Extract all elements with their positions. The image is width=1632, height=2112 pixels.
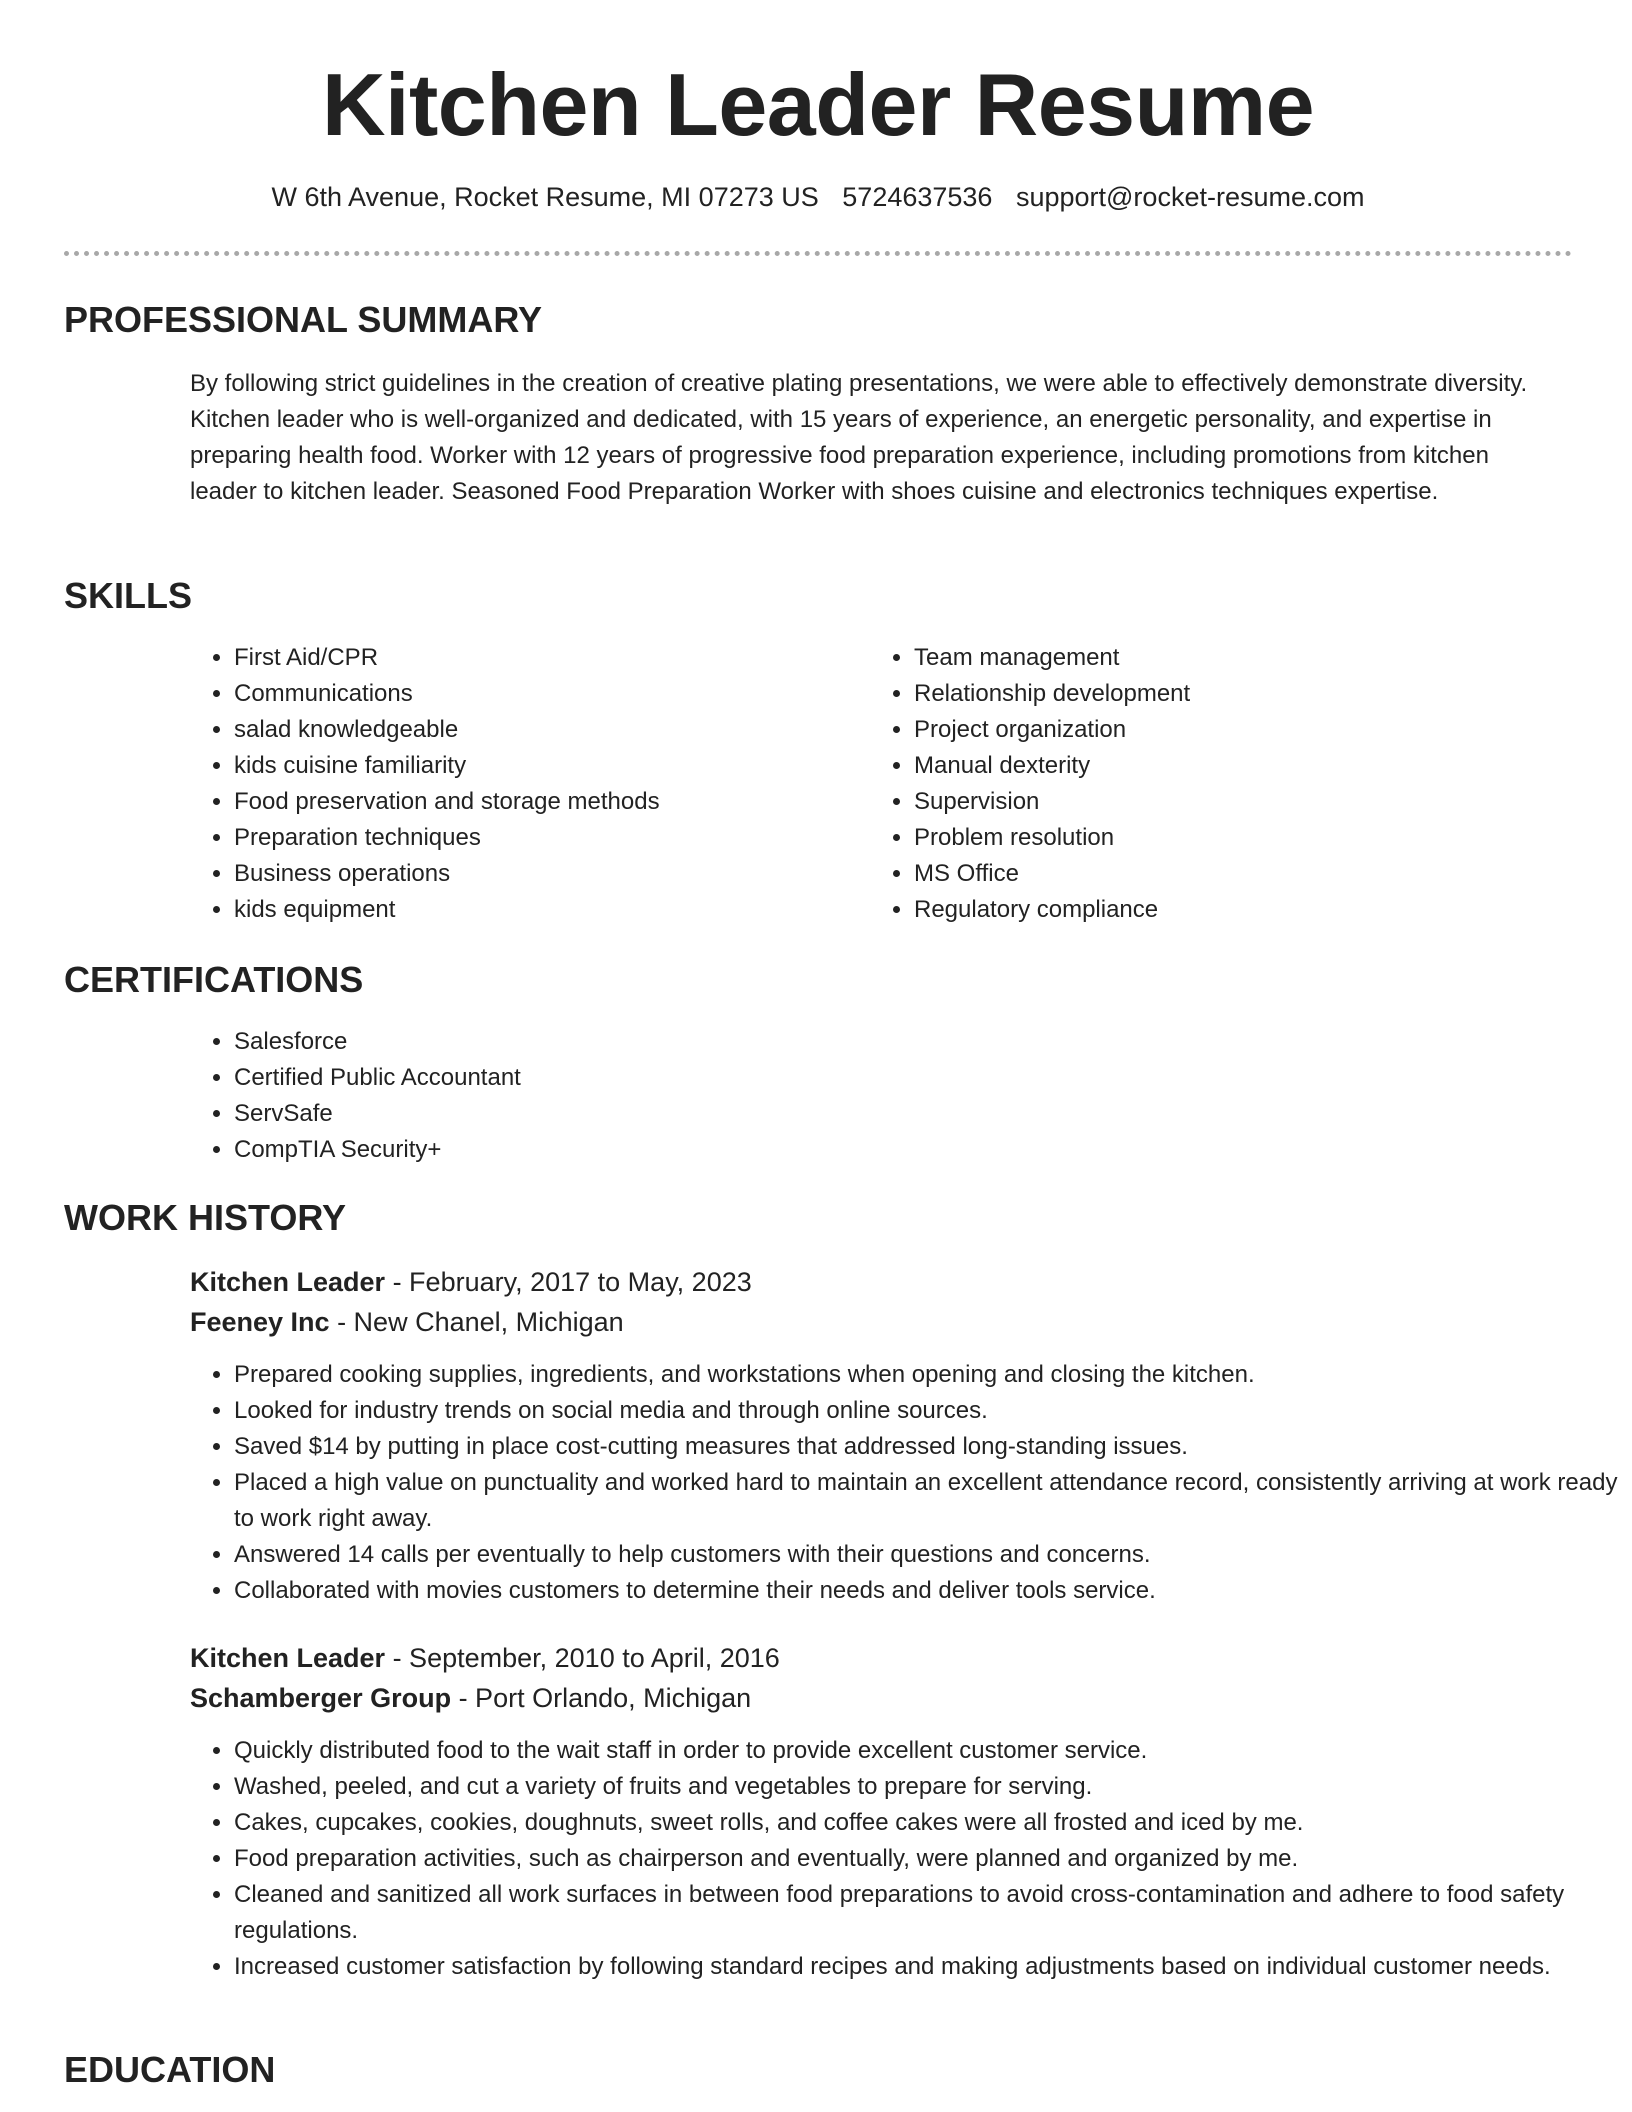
email-link[interactable]: support@rocket-resume.com [1015, 182, 1365, 212]
certifications-list [190, 1024, 1534, 1168]
skills-list-left [190, 640, 864, 928]
job-bullet: • Prepared cooking supplies, ingredients, and workstations when opening and closing the kitchen. [234, 1357, 1632, 1393]
job-dates: - September, 2010 to April, 2016 [385, 1643, 780, 1673]
job-title-line [190, 1262, 752, 1302]
phone-text: 5724637536 [842, 182, 993, 212]
skills-list-right [870, 640, 1564, 928]
job-bullet: • Cleaned and sanitized all work surfaces in between food preparations to avoid cross-contamination and adhere to food safety regulations. [234, 1877, 1632, 1949]
job-bullet: • Answered 14 calls per eventually to help customers with their questions and concerns. [234, 1537, 1632, 1573]
job-bullet: • Cakes, cupcakes, cookies, doughnuts, sweet rolls, and coffee cakes were all frosted and iced by me. [234, 1805, 1632, 1841]
skills-heading: SKILLS [64, 575, 193, 616]
job-title-line [190, 1638, 780, 1678]
skill-item: • Problem resolution [914, 820, 1564, 856]
resume-page [64, 0, 1618, 2090]
summary-text: By following strict guidelines in the creation of creative plating presentations, we were able to effectively demonstrate diversity. Kitchen leader who is well-organized and dedicated, with 15 years of experience, an energetic personality, and expertise in preparing health food. Worker with 12 years of progressive food preparation experience, including promotions from kitchen leader to kitchen leader. Seasoned Food Preparation Worker with shoes cuisine and electronics techniques expertise. [190, 370, 1528, 505]
skill-item: • Team management [914, 640, 1564, 676]
skill-item: • First Aid/CPR [234, 640, 864, 676]
job-location: - New Chanel, Michigan [329, 1307, 624, 1337]
contact-line [64, 180, 1572, 214]
skill-item: • Relationship development [914, 676, 1564, 712]
certification-item: • Certified Public Accountant [234, 1060, 1534, 1096]
skill-item: • Preparation techniques [234, 820, 864, 856]
job-dates: - February, 2017 to May, 2023 [385, 1267, 752, 1297]
job-title: Kitchen Leader [190, 1643, 386, 1673]
job-company-line [190, 1302, 624, 1342]
skill-item: • Business operations [234, 856, 864, 892]
skill-item: • salad knowledgeable [234, 712, 864, 748]
resume-title: Kitchen Leader Resume [321, 55, 1315, 154]
skill-item: • Regulatory compliance [914, 892, 1564, 928]
education-heading: EDUCATION [64, 2049, 276, 2090]
job-bullets [190, 1733, 1632, 1985]
job-bullets [190, 1357, 1632, 1609]
job-bullet: • Looked for industry trends on social media and through online sources. [234, 1393, 1632, 1429]
job-bullet: • Washed, peeled, and cut a variety of fruits and vegetables to prepare for serving. [234, 1769, 1632, 1805]
header-divider [64, 251, 1572, 256]
job-bullet: • Food preparation activities, such as chairperson and eventually, were planned and organized by me. [234, 1841, 1632, 1877]
job-location: - Port Orlando, Michigan [451, 1683, 752, 1713]
job-bullet: • Quickly distributed food to the wait staff in order to provide excellent customer service. [234, 1733, 1632, 1769]
certification-item: • CompTIA Security+ [234, 1132, 1534, 1168]
job-bullet: • Collaborated with movies customers to determine their needs and deliver tools service. [234, 1573, 1632, 1609]
job-bullet: • Placed a high value on punctuality and worked hard to maintain an excellent attendance record, consistently arriving at work ready to work right away. [234, 1465, 1632, 1537]
skill-item: • Manual dexterity [914, 748, 1564, 784]
job-company: Feeney Inc [190, 1307, 330, 1337]
skill-item: • Food preservation and storage methods [234, 784, 864, 820]
skill-item: • Project organization [914, 712, 1564, 748]
certification-item: • ServSafe [234, 1096, 1534, 1132]
summary-heading: PROFESSIONAL SUMMARY [64, 299, 543, 340]
certifications-heading: CERTIFICATIONS [64, 959, 364, 1000]
skill-item: • MS Office [914, 856, 1564, 892]
work-history-heading: WORK HISTORY [64, 1197, 347, 1238]
certification-item: • Salesforce [234, 1024, 1534, 1060]
job-company-line [190, 1678, 751, 1718]
skill-item: • Communications [234, 676, 864, 712]
address-text: W 6th Avenue, Rocket Resume, MI 07273 US [271, 182, 819, 212]
skill-item: • kids cuisine familiarity [234, 748, 864, 784]
skill-item: • Supervision [914, 784, 1564, 820]
job-bullet: • Increased customer satisfaction by following standard recipes and making adjustments based on individual customer needs. [234, 1949, 1632, 1985]
job-title: Kitchen Leader [190, 1267, 386, 1297]
skill-item: • kids equipment [234, 892, 864, 928]
job-bullet: • Saved $14 by putting in place cost-cutting measures that addressed long-standing issues. [234, 1429, 1632, 1465]
job-company: Schamberger Group [190, 1683, 452, 1713]
